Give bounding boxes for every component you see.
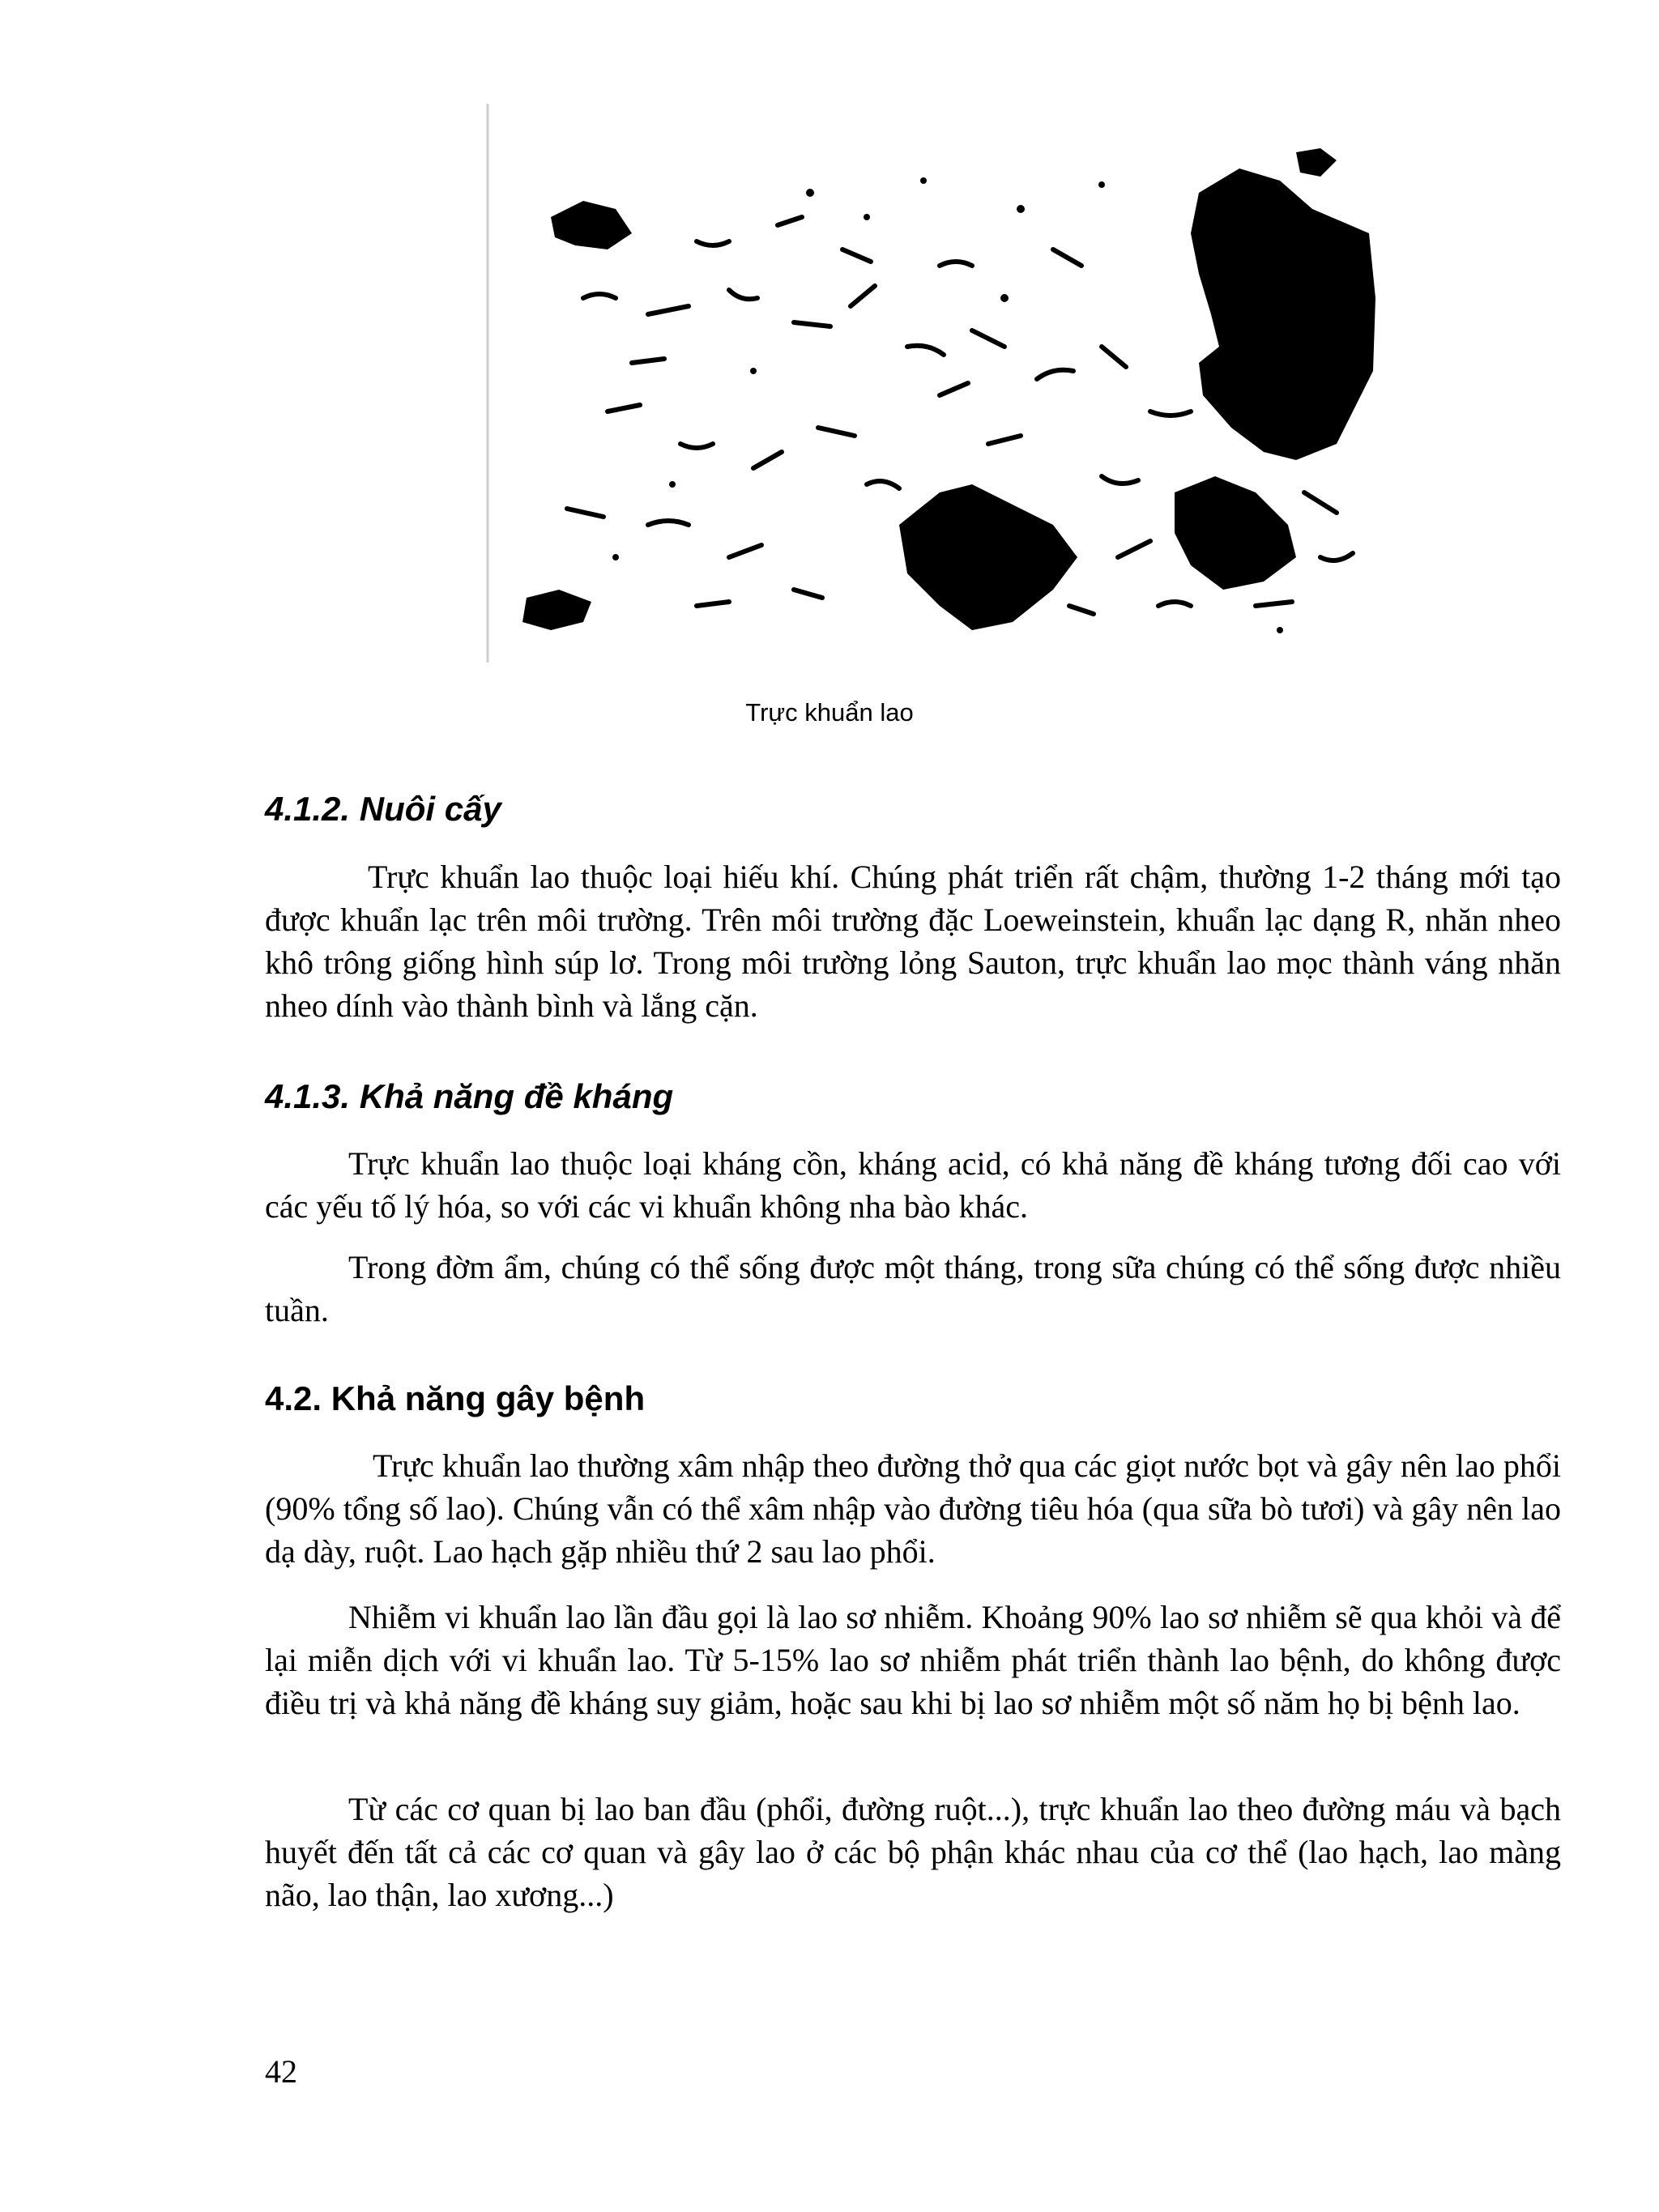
section-heading-4-1-2: 4.1.2. Nuôi cấy [265, 790, 501, 828]
paragraph-pathogenicity-1: Trực khuẩn lao thường xâm nhập theo đường thở qua các giọt nước bọt và gây nên lao phổi (90% tổng số lao). Chúng vẫn có thể xâm nhập vào đường tiêu hóa (qua sữa bò tươi) và gây nên lao dạ dày, ruột. Lao hạch gặp nhiều thứ 2 sau lao phổi. [265, 1447, 1561, 1570]
tuberculosis-bacilli-micrograph [486, 104, 1410, 663]
section-heading-4-1-3: 4.1.3. Khả năng đề kháng [265, 1077, 674, 1115]
paragraph-culture: Trực khuẩn lao thuộc loại hiếu khí. Chúng phát triển rất chậm, thường 1-2 tháng mới tạo được khuẩn lạc trên môi trường. Trên môi trường đặc Loeweinstein, khuẩn lạc dạng R, nhăn nheo khô trông giống hình súp lơ. Trong môi trường lỏng Sauton, trực khuẩn lao mọc thành váng nhăn nheo dính vào thành bình và lắng cặn. [265, 859, 1561, 1024]
micrograph-figure [486, 104, 1410, 663]
paragraph-resistance-2: Trong đờm ẩm, chúng có thể sống được một tháng, trong sữa chúng có thể sống được nhiều tuần. [265, 1249, 1561, 1328]
figure-caption: Trực khuẩn lao [745, 698, 914, 727]
section-heading-4-2: 4.2. Khả năng gây bệnh [265, 1379, 646, 1417]
page-number: 42 [265, 2053, 297, 2090]
paragraph-pathogenicity-2: Nhiễm vi khuẩn lao lần đầu gọi là lao sơ nhiễm. Khoảng 90% lao sơ nhiễm sẽ qua khỏi và để lại miễn dịch với vi khuẩn lao. Từ 5-15% lao sơ nhiễm phát triển thành lao bệnh, do không được điều trị và khả năng đề kháng suy giảm, hoặc sau khi bị lao sơ nhiễm một số năm họ bị bệnh lao. [265, 1599, 1561, 1721]
paragraph-resistance-1: Trực khuẩn lao thuộc loại kháng cồn, kháng acid, có khả năng đề kháng tương đối cao với các yếu tố lý hóa, so với các vi khuẩn không nha bào khác. [265, 1145, 1561, 1225]
paragraph-pathogenicity-3: Từ các cơ quan bị lao ban đầu (phổi, đường ruột...), trực khuẩn lao theo đường máu và bạch huyết đến tất cả các cơ quan và gây lao ở các bộ phận khác nhau của cơ thể (lao hạch, lao màng não, lao thận, lao xương...) [265, 1791, 1561, 1913]
